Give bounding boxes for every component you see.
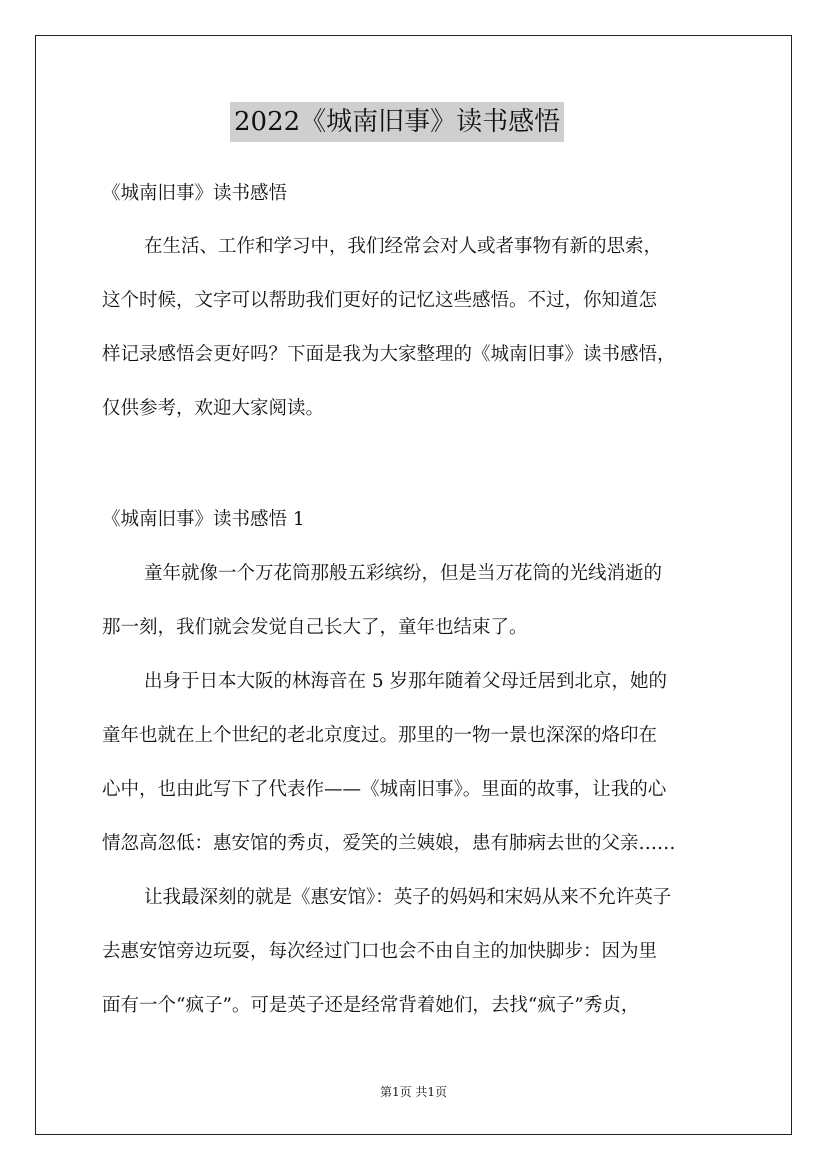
intro-line: 在生活、工作和学习中，我们经常会对人或者事物有新的思索， <box>144 236 663 257</box>
paragraph-line: 让我最深刻的就是《惠安馆》：英子的妈妈和宋妈从来不允许英子 <box>144 887 672 908</box>
section-heading: 《城南旧事》读书感悟 1 <box>102 509 305 530</box>
intro-line: 这个时候，文字可以帮助我们更好的记忆这些感悟。不过，你知道怎 <box>102 290 658 311</box>
document-subtitle: 《城南旧事》读书感悟 <box>102 183 288 204</box>
paragraph-line: 面有一个“疯子”。可是英子还是经常背着她们，去找“疯子”秀贞， <box>102 995 640 1016</box>
paragraph-line: 出身于日本大阪的林海音在 5 岁那年随着父母迁居到北京，她的 <box>144 671 668 692</box>
paragraph-line: 去惠安馆旁边玩耍，每次经过门口也会不由自主的加快脚步：因为里 <box>102 941 658 962</box>
paragraph-line: 童年就像一个万花筒那般五彩缤纷，但是当万花筒的光线消逝的 <box>144 563 663 584</box>
intro-line: 样记录感悟会更好吗？下面是我为大家整理的《城南旧事》读书感悟， <box>102 344 676 365</box>
page-number: 第1页 共1页 <box>379 1085 448 1099</box>
intro-line: 仅供参考，欢迎大家阅读。 <box>102 398 325 419</box>
paragraph-line: 童年也就在上个世纪的老北京度过。那里的一物一景也深深的烙印在 <box>102 725 658 746</box>
paragraph-line: 心中，也由此写下了代表作——《城南旧事》。里面的故事，让我的心 <box>102 779 667 800</box>
paragraph-line: 那一刻，我们就会发觉自己长大了，童年也结束了。 <box>102 617 528 638</box>
paragraph-line: 情忽高忽低：惠安馆的秀贞，爱笑的兰姨娘，患有肺病去世的父亲…… <box>102 833 676 854</box>
document-title: 2022《城南旧事》读书感悟 <box>230 102 564 142</box>
